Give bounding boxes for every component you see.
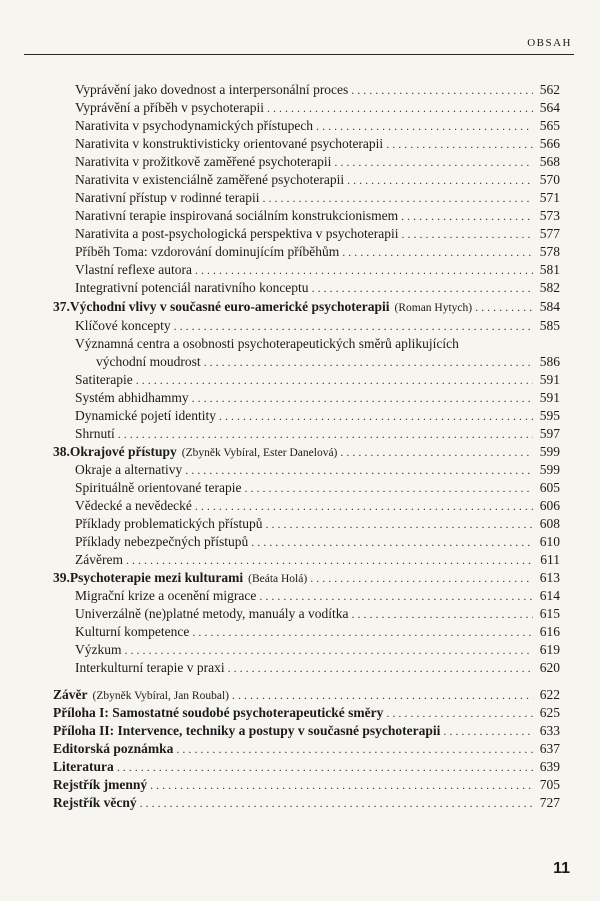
- dot-leader: [340, 443, 533, 461]
- toc-entry-page: 599: [539, 462, 560, 477]
- dot-leader: [312, 279, 533, 297]
- toc-entry-page: 620: [539, 660, 560, 675]
- dot-leader: [347, 171, 533, 189]
- toc-entry[interactable]: [75, 587, 560, 605]
- toc-entry-page: 577: [539, 226, 560, 241]
- toc-entry-author: (Zbyněk Vybíral, Jan Roubal): [92, 690, 229, 702]
- toc-entry-page: 568: [539, 154, 560, 169]
- toc-entry-title: Příběh Toma: vzdorování dominujícím příběhům: [75, 244, 340, 259]
- dot-leader: [118, 425, 533, 443]
- dot-leader: [386, 704, 533, 722]
- toc-entry[interactable]: [75, 659, 560, 677]
- toc-chapter-title: Okrajové přístupy: [69, 444, 177, 459]
- dot-leader: [310, 569, 533, 587]
- toc-backmatter-entry[interactable]: [53, 722, 560, 740]
- toc-entry-page: 727: [539, 795, 560, 810]
- toc-entry-title: Narativita a post-psychologická perspektiva v psychoterapii: [75, 226, 399, 241]
- dot-leader: [174, 317, 533, 335]
- toc-entry[interactable]: [96, 353, 560, 371]
- toc-entry[interactable]: [75, 117, 560, 135]
- dot-leader: [150, 776, 533, 794]
- toc-entry-page: 585: [539, 318, 560, 333]
- toc-entry-page: 705: [539, 777, 560, 792]
- toc-backmatter-entry[interactable]: [53, 794, 560, 812]
- toc-chapter-author: (Zbyněk Vybíral, Ester Danelová): [181, 447, 338, 459]
- toc-entry-title: Narativita v existenciálně zaměřené psychoterapii: [75, 172, 345, 187]
- toc-entry-title: Okraje a alternativy: [75, 462, 183, 477]
- toc-entry[interactable]: [75, 171, 560, 189]
- toc-chapter-entry[interactable]: [53, 298, 560, 317]
- toc-chapter-title: Psychoterapie mezi kulturami: [69, 570, 244, 585]
- dot-leader: [204, 353, 533, 371]
- dot-leader: [316, 117, 533, 135]
- dot-leader: [140, 794, 533, 812]
- toc-backmatter-entry[interactable]: [53, 704, 560, 722]
- toc-entry-page: 581: [539, 262, 560, 277]
- running-header: [24, 34, 574, 55]
- toc-entry-title: Dynamické pojetí identity: [75, 408, 216, 423]
- toc-entry[interactable]: [75, 99, 560, 117]
- toc-entry-title: Narativní přístup v rodinné terapii: [75, 190, 260, 205]
- toc-backmatter-entry[interactable]: [53, 740, 560, 758]
- toc-entry-title: Závěr: [53, 687, 88, 702]
- toc-backmatter-entry[interactable]: [53, 776, 560, 794]
- toc-entry-page: 608: [539, 516, 560, 531]
- toc-entry-title: Narativita v konstruktivisticky orientované psychoterapii: [75, 136, 384, 151]
- toc-entry-title: Vědecké a nevědecké: [75, 498, 192, 513]
- toc-entry-title: Narativní terapie inspirovaná sociálním konstrukcionismem: [75, 208, 399, 223]
- dot-leader: [262, 189, 533, 207]
- toc-entry[interactable]: [75, 261, 560, 279]
- chapter-number: 37.: [53, 299, 70, 314]
- toc-entry[interactable]: [75, 605, 560, 623]
- dot-leader: [117, 758, 533, 776]
- toc-entry-title: Migrační krize a ocenění migrace: [75, 588, 257, 603]
- toc-entry-title: Vyprávění a příběh v psychoterapii: [75, 100, 264, 115]
- toc-entry[interactable]: [75, 189, 560, 207]
- toc-entry-title: Vlastní reflexe autora: [75, 262, 192, 277]
- toc-entry[interactable]: [75, 533, 560, 551]
- toc-entry-page: 605: [539, 480, 560, 495]
- toc-chapter-entry[interactable]: [53, 569, 560, 588]
- toc-entry-title: Rejstřík věcný: [53, 795, 137, 810]
- toc-entry-page: 573: [539, 208, 560, 223]
- toc-entry-title: Editorská poznámka: [53, 741, 174, 756]
- toc-entry-page: 578: [539, 244, 560, 259]
- toc-entry-page: 610: [539, 534, 560, 549]
- toc-entry[interactable]: [75, 497, 560, 515]
- dot-leader: [126, 551, 533, 569]
- toc-entry[interactable]: [75, 207, 560, 225]
- toc-entry-page: 564: [539, 100, 560, 115]
- toc-entry-title: Univerzálně (ne)platné metody, manuály a vodítka: [75, 606, 349, 621]
- toc-chapter-author: (Roman Hytych): [394, 302, 473, 314]
- toc-entry-page: 616: [539, 624, 560, 639]
- toc-entry-page: 582: [539, 280, 560, 295]
- toc-entry-page: 622: [539, 687, 560, 702]
- dot-leader: [401, 207, 533, 225]
- dot-leader: [267, 99, 533, 117]
- dot-leader: [342, 243, 533, 261]
- toc-entry-title: Vyprávění jako dovednost a interpersonální proces: [75, 82, 349, 97]
- toc-chapter-entry[interactable]: [53, 443, 560, 462]
- toc-entry[interactable]: [75, 317, 560, 335]
- dot-leader: [259, 587, 533, 605]
- dot-leader: [195, 497, 533, 515]
- toc-entry-page: 639: [539, 759, 560, 774]
- chapter-number: 39.: [53, 570, 70, 585]
- dot-leader: [402, 225, 533, 243]
- toc-entry-title: Interkulturní terapie v praxi: [75, 660, 225, 675]
- toc-entry-title: Příloha II: Intervence, techniky a postupy v současné psychoterapii: [53, 723, 441, 738]
- toc-entry-page: 591: [539, 372, 560, 387]
- toc-entry-page: 615: [539, 606, 560, 621]
- toc-entry-title: Příklady problematických přístupů: [75, 516, 263, 531]
- toc-entry-page: 565: [539, 118, 560, 133]
- dot-leader: [351, 81, 533, 99]
- toc-backmatter-entry[interactable]: [53, 758, 560, 776]
- toc-entry-title: Literatura: [53, 759, 114, 774]
- toc-entry-title: Kulturní kompetence: [75, 624, 190, 639]
- toc-entry-title: Spirituálně orientované terapie: [75, 480, 242, 495]
- toc-entry[interactable]: [75, 371, 560, 389]
- dot-leader: [232, 686, 533, 704]
- toc-entry-page: 637: [539, 741, 560, 756]
- dot-leader: [334, 153, 533, 171]
- toc-entry-page: 595: [539, 408, 560, 423]
- toc-entry[interactable]: [75, 279, 560, 297]
- toc-entry-title: Integrativní potenciál narativního konceptu: [75, 280, 309, 295]
- toc-entry-title: Závěrem: [75, 552, 123, 567]
- toc-entry[interactable]: [75, 425, 560, 443]
- dot-leader: [195, 261, 533, 279]
- toc-entry-title: Příloha I: Samostatné soudobé psychoterapeutické směry: [53, 705, 384, 720]
- toc-entry-title: Příklady nebezpečných přístupů: [75, 534, 249, 549]
- toc-entry-page: 591: [539, 390, 560, 405]
- dot-leader: [136, 371, 533, 389]
- toc-entry[interactable]: [75, 389, 560, 407]
- toc-entry-title-continued: východní moudrost: [96, 354, 201, 369]
- dot-leader: [443, 722, 533, 740]
- toc-entry[interactable]: [75, 153, 560, 171]
- chapter-number: 38.: [53, 444, 70, 459]
- toc-entry-page: 613: [539, 570, 560, 585]
- toc-entry-page: 614: [539, 588, 560, 603]
- toc-entry[interactable]: [75, 551, 560, 569]
- toc-entry-page: 586: [539, 354, 560, 369]
- toc-entry-title: Narativita v prožitkově zaměřené psychoterapii: [75, 154, 332, 169]
- toc-entry-page: 619: [539, 642, 560, 657]
- toc-entry-page: 584: [539, 299, 560, 314]
- toc-entry[interactable]: [75, 641, 560, 659]
- toc-chapter-title: Východní vlivy v současné euro-americké psychoterapii: [69, 299, 390, 314]
- dot-leader: [125, 641, 534, 659]
- dot-leader: [475, 298, 533, 316]
- toc-entry[interactable]: [75, 135, 560, 153]
- dot-leader: [265, 515, 533, 533]
- toc-entry-title: Rejstřík jmenný: [53, 777, 148, 792]
- dot-leader: [176, 740, 533, 758]
- dot-leader: [185, 461, 533, 479]
- toc-entry-title: Shrnutí: [75, 426, 115, 441]
- page-number: 11: [553, 860, 570, 877]
- toc-entry[interactable]: [75, 461, 560, 479]
- toc-backmatter-entry[interactable]: [53, 686, 560, 705]
- header-label: OBSAH: [527, 37, 572, 49]
- dot-leader: [352, 605, 533, 623]
- toc-entry[interactable]: [75, 623, 560, 641]
- toc-entry-page: 570: [539, 172, 560, 187]
- dot-leader: [386, 135, 533, 153]
- toc-entry-title: Klíčové koncepty: [75, 318, 171, 333]
- toc-entry[interactable]: [75, 225, 560, 243]
- toc-entry-page: 562: [539, 82, 560, 97]
- dot-leader: [192, 389, 533, 407]
- toc-entry-title: Systém abhidhammy: [75, 390, 189, 405]
- toc-entry-page: 625: [539, 705, 560, 720]
- toc-entry[interactable]: [75, 479, 560, 497]
- toc-entry-page: 611: [540, 552, 560, 567]
- dot-leader: [244, 479, 533, 497]
- dot-leader: [251, 533, 533, 551]
- toc-entry[interactable]: [75, 515, 560, 533]
- toc-entry-page: 566: [539, 136, 560, 151]
- toc-entry-title-line1: Významná centra a osobnosti psychoterapeutických směrů aplikujících: [75, 336, 459, 351]
- toc-entry-page: 633: [539, 723, 560, 738]
- dot-leader: [228, 659, 533, 677]
- toc-entry-page: 571: [539, 190, 560, 205]
- toc-entry-title: Výzkum: [75, 642, 122, 657]
- toc-entry-title: Satiterapie: [75, 372, 133, 387]
- toc-chapter-author: (Beáta Holá): [248, 573, 308, 585]
- toc-entry-page: 599: [539, 444, 560, 459]
- toc-entry[interactable]: [75, 243, 560, 261]
- toc-entry-title: Narativita v psychodynamických přístupech: [75, 118, 314, 133]
- toc-entry[interactable]: [75, 407, 560, 425]
- dot-leader: [219, 407, 533, 425]
- toc-entry-page: 597: [539, 426, 560, 441]
- toc-entry-page: 606: [539, 498, 560, 513]
- toc-entry[interactable]: [75, 81, 560, 99]
- dot-leader: [192, 623, 533, 641]
